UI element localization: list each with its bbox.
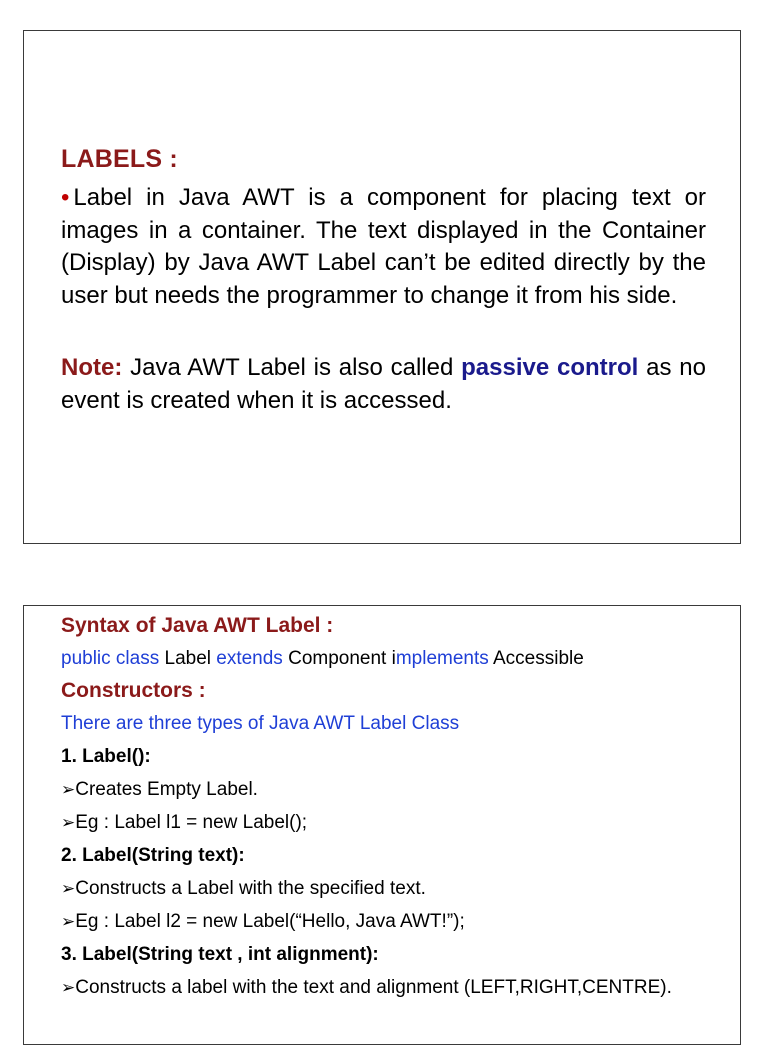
arrow-bullet-icon: ➢ — [61, 978, 76, 997]
label-word: Label — [159, 648, 217, 669]
note-label: Note: — [61, 354, 123, 381]
accessible-word: Accessible — [488, 648, 584, 669]
arrow-bullet-icon: ➢ — [61, 879, 76, 898]
slide-labels-content — [61, 145, 706, 417]
slide-labels — [23, 30, 741, 544]
note-paragraph — [61, 352, 706, 417]
constructor-3-title: 3. Label(String text , int alignment): — [61, 944, 379, 965]
constructor-1-desc-text: Creates Empty Label. — [75, 779, 258, 800]
kw-extends: extends — [216, 648, 283, 669]
constructor-1-example — [61, 806, 720, 839]
syntax-line — [61, 642, 720, 675]
constructor-2-desc-text: Constructs a Label with the specified text. — [75, 878, 426, 899]
passive-control-emphasis: passive control — [461, 354, 639, 381]
constructor-2-example-text: Eg : Label l2 = new Label(“Hello, Java AWT!”); — [75, 911, 465, 932]
syntax-heading: Syntax of Java AWT Label : — [61, 614, 334, 637]
constructors-intro: There are three types of Java AWT Label Class — [61, 713, 460, 734]
slide-syntax — [23, 605, 741, 1045]
note-text-2: as no event is created when it is accessed. — [61, 354, 706, 414]
labels-heading: LABELS : — [61, 145, 178, 173]
slide-syntax-content — [61, 610, 720, 998]
kw-implements: mplements — [395, 648, 489, 669]
constructor-2-example — [61, 905, 720, 938]
constructor-2-title: 2. Label(String text): — [61, 845, 245, 866]
kw-public-class: public class — [61, 648, 160, 669]
note-text-1: Java AWT Label is also called — [122, 354, 462, 381]
arrow-bullet-icon: ➢ — [61, 780, 76, 799]
constructors-heading: Constructors : — [61, 679, 206, 702]
labels-paragraph-text: Label in Java AWT is a component for placing text or images in a container. The text displayed in the Container (Display) by Java AWT Label can’t be edited directly by the user but needs the programmer to change it from his side. — [61, 184, 706, 309]
constructor-1-example-text: Eg : Label l1 = new Label(); — [75, 812, 308, 833]
constructor-1-title: 1. Label(): — [61, 746, 151, 767]
constructor-2-desc — [61, 872, 720, 905]
bullet-icon: • — [61, 184, 70, 211]
constructor-3-desc — [61, 977, 720, 998]
constructor-1-desc — [61, 773, 720, 806]
constructor-3-desc-text: Constructs a label with the text and alignment (LEFT,RIGHT,CENTRE). — [75, 977, 672, 998]
component-word: Component i — [282, 648, 396, 669]
arrow-bullet-icon: ➢ — [61, 912, 76, 931]
labels-paragraph — [61, 182, 706, 312]
arrow-bullet-icon: ➢ — [61, 813, 76, 832]
